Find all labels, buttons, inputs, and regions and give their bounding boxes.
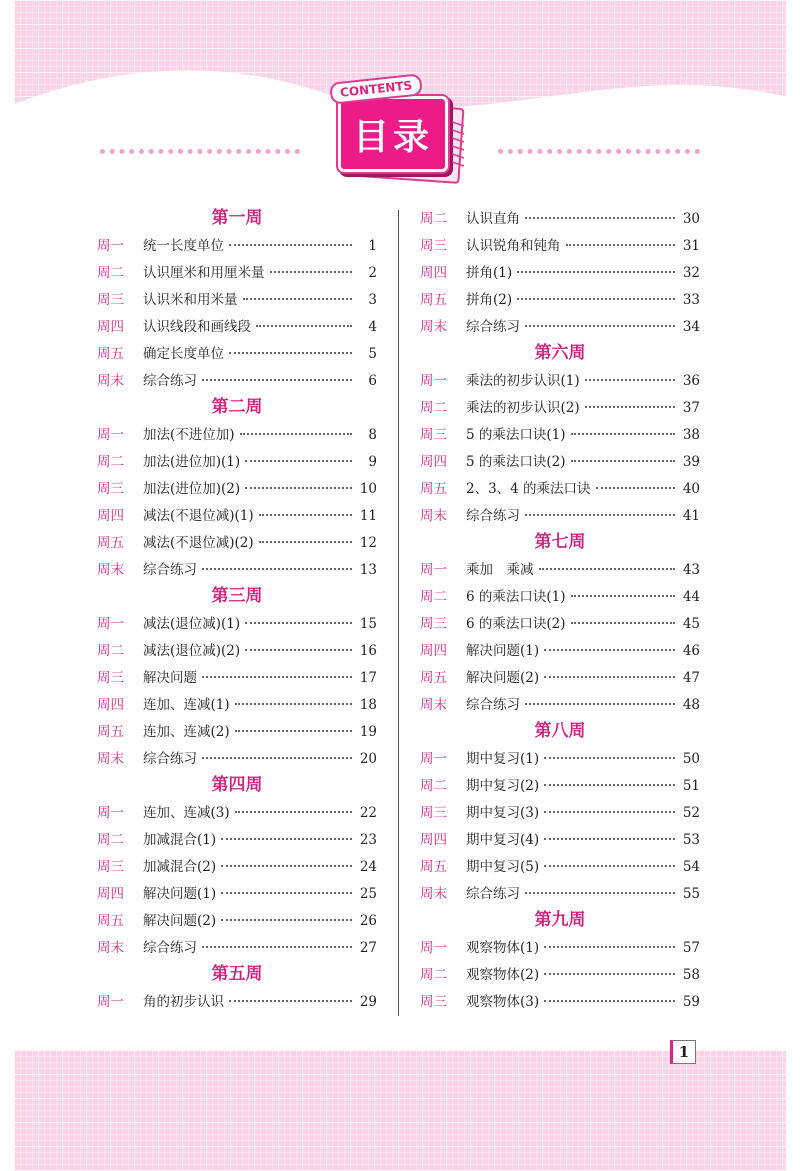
entry-title: 拼角(2) [466,292,513,308]
week-heading: 第六周 [534,343,586,363]
entry-page-number: 51 [682,778,700,794]
page-number: 1 [670,1040,696,1064]
entry-day: 周二 [97,643,124,659]
week-heading: 第九周 [534,910,586,930]
entry-title: 加减混合(2) [143,859,217,875]
entry-dot-leader [202,676,352,678]
entry-day: 周末 [420,886,447,902]
column-divider [398,210,399,1016]
entry-dot-leader [270,271,353,273]
toc-left-column [97,206,377,1016]
entry-title: 期中复习(4) [466,832,540,848]
entry-page-number: 18 [359,697,377,713]
entry-page-number: 38 [682,427,700,443]
toc-entry[interactable] [420,962,700,989]
entry-dot-leader [525,703,675,705]
entry-day: 周末 [97,373,124,389]
entry-title: 确定长度单位 [143,346,224,362]
toc-entry[interactable] [97,368,377,395]
entry-dot-leader [539,568,676,570]
toc-entry[interactable] [97,503,377,530]
entry-dot-leader [544,649,675,651]
entry-page-number: 15 [359,616,377,632]
entry-page-number: 48 [682,697,700,713]
entry-title: 5 的乘法口诀(1) [466,427,566,443]
entry-day: 周五 [420,292,447,308]
toc-entry[interactable] [97,449,377,476]
toc-entry[interactable] [97,314,377,341]
toc-entry[interactable] [97,557,377,584]
week-heading: 第二周 [211,397,263,417]
entry-day: 周末 [420,508,447,524]
entry-title: 解决问题(2) [466,670,540,686]
entry-title: 综合练习 [143,940,197,956]
entry-day: 周三 [420,238,447,254]
entry-day: 周四 [97,508,124,524]
entry-page-number: 9 [368,454,377,470]
entry-dot-leader [259,541,352,543]
entry-dot-leader [544,946,675,948]
entry-page-number: 3 [368,292,377,308]
entry-title: 期中复习(5) [466,859,540,875]
entry-dot-leader [544,676,675,678]
entry-dot-leader [571,433,675,435]
entry-title: 6 的乘法口诀(1) [466,589,566,605]
entry-dot-leader [544,1000,675,1002]
entry-dot-leader [544,784,675,786]
entry-day: 周五 [97,346,124,362]
entry-title: 拼角(1) [466,265,513,281]
entry-day: 周一 [420,751,447,767]
entry-title: 期中复习(2) [466,778,540,794]
entry-day: 周二 [97,265,124,281]
toc-entry[interactable] [420,206,700,233]
entry-day: 周四 [420,454,447,470]
entry-page-number: 16 [359,643,377,659]
entry-day: 周二 [420,967,447,983]
entry-page-number: 54 [682,859,700,875]
entry-day: 周三 [420,616,447,632]
entry-page-number: 13 [359,562,377,578]
entry-dot-leader [525,217,675,219]
entry-dot-leader [202,568,352,570]
toc-entry[interactable] [420,692,700,719]
left-dotted-rule [100,149,300,160]
entry-page-number: 47 [682,670,700,686]
entry-page-number: 44 [682,589,700,605]
entry-page-number: 41 [682,508,700,524]
entry-title: 减法(退位减)(1) [143,616,241,632]
entry-dot-leader [571,622,675,624]
toc-entry[interactable] [97,719,377,746]
entry-title: 减法(退位减)(2) [143,643,241,659]
toc-entry[interactable] [420,611,700,638]
entry-page-number: 24 [359,859,377,875]
entry-day: 周五 [420,670,447,686]
toc-entry[interactable] [420,638,700,665]
entry-day: 周三 [97,859,124,875]
entry-dot-leader [229,244,352,246]
entry-page-number: 27 [359,940,377,956]
entry-dot-leader [235,703,352,705]
entry-day: 周末 [97,751,124,767]
entry-day: 周四 [420,643,447,659]
toc-entry[interactable] [420,368,700,395]
toc-entry[interactable] [97,800,377,827]
entry-page-number: 43 [682,562,700,578]
entry-day: 周二 [97,454,124,470]
entry-page-number: 25 [359,886,377,902]
entry-dot-leader [596,487,675,489]
entry-dot-leader [221,919,352,921]
toc-entry[interactable] [97,476,377,503]
entry-day: 周三 [97,292,124,308]
entry-day: 周三 [97,670,124,686]
toc-entry[interactable] [420,827,700,854]
entry-dot-leader [544,757,675,759]
entry-title: 观察物体(1) [466,940,540,956]
entry-page-number: 39 [682,454,700,470]
entry-day: 周五 [97,913,124,929]
toc-entry[interactable] [97,611,377,638]
entry-dot-leader [566,244,676,246]
toc-entry[interactable] [97,989,377,1016]
entry-dot-leader [525,514,675,516]
entry-dot-leader [544,973,675,975]
entry-page-number: 8 [368,427,377,443]
toc-entry[interactable] [420,287,700,314]
toc-entry[interactable] [420,260,700,287]
toc-right-column [420,206,700,1016]
entry-dot-leader [571,460,675,462]
entry-dot-leader [221,892,352,894]
entry-page-number: 50 [682,751,700,767]
entry-day: 周四 [97,886,124,902]
entry-title: 综合练习 [143,751,197,767]
entry-page-number: 29 [359,994,377,1010]
entry-page-number: 1 [368,238,377,254]
toc-entry[interactable] [97,530,377,557]
toc-entry[interactable] [97,935,377,962]
entry-dot-leader [221,838,352,840]
entry-dot-leader [571,595,675,597]
week-heading: 第四周 [211,775,263,795]
toc-entry[interactable] [420,503,700,530]
entry-day: 周末 [420,319,447,335]
toc-entry[interactable] [97,881,377,908]
toc-entry[interactable] [420,233,700,260]
entry-title: 连加、连减(2) [143,724,230,740]
toc-entry[interactable] [420,665,700,692]
entry-title: 连加、连减(1) [143,697,230,713]
entry-page-number: 55 [682,886,700,902]
toc-entry[interactable] [97,287,377,314]
entry-page-number: 10 [359,481,377,497]
entry-page-number: 6 [368,373,377,389]
toc-entry[interactable] [97,746,377,773]
entry-day: 周三 [420,994,447,1010]
week-heading: 第七周 [534,532,586,552]
toc-entry[interactable] [420,746,700,773]
entry-page-number: 45 [682,616,700,632]
toc-entry[interactable] [420,584,700,611]
entry-page-number: 37 [682,400,700,416]
week-heading: 第五周 [211,964,263,984]
entry-day: 周一 [97,616,124,632]
entry-page-number: 59 [682,994,700,1010]
entry-day: 周二 [420,778,447,794]
entry-page-number: 17 [359,670,377,686]
entry-day: 周一 [97,427,124,443]
entry-title: 观察物体(2) [466,967,540,983]
entry-page-number: 58 [682,967,700,983]
entry-title: 认识米和用米量 [143,292,238,308]
week-heading: 第八周 [534,721,586,741]
toc-entry[interactable] [97,854,377,881]
entry-day: 周五 [420,859,447,875]
entry-page-number: 19 [359,724,377,740]
entry-title: 观察物体(3) [466,994,540,1010]
entry-page-number: 30 [682,211,700,227]
entry-dot-leader [243,298,353,300]
entry-page-number: 12 [359,535,377,551]
entry-title: 综合练习 [466,508,520,524]
entry-page-number: 20 [359,751,377,767]
entry-page-number: 34 [682,319,700,335]
entry-day: 周二 [420,211,447,227]
entry-title: 综合练习 [466,319,520,335]
entry-day: 周三 [420,805,447,821]
entry-day: 周五 [97,724,124,740]
toc-entry[interactable] [420,449,700,476]
toc-entry[interactable] [97,665,377,692]
toc-entry[interactable] [97,692,377,719]
entry-day: 周三 [97,481,124,497]
entry-title: 综合练习 [466,697,520,713]
toc-entry[interactable] [97,908,377,935]
entry-title: 加法(进位加)(1) [143,454,241,470]
entry-day: 周一 [420,373,447,389]
entry-dot-leader [202,757,352,759]
toc-entry[interactable] [420,881,700,908]
entry-title: 乘加 乘减 [466,562,534,578]
entry-dot-leader [259,514,352,516]
toc-entry[interactable] [420,800,700,827]
entry-dot-leader [517,271,675,273]
entry-page-number: 23 [359,832,377,848]
toc-entry[interactable] [420,476,700,503]
entry-dot-leader [202,946,352,948]
entry-title: 减法(不退位减)(1) [143,508,254,524]
toc-entry[interactable] [97,638,377,665]
entry-page-number: 31 [682,238,700,254]
toc-entry[interactable] [420,773,700,800]
entry-page-number: 11 [359,508,377,524]
right-dotted-rule [498,149,700,160]
entry-day: 周二 [420,400,447,416]
entry-page-number: 2 [368,265,377,281]
entry-day: 周二 [97,832,124,848]
entry-day: 周三 [420,427,447,443]
entry-day: 周四 [420,265,447,281]
entry-page-number: 26 [359,913,377,929]
entry-title: 2、3、4 的乘法口诀 [466,481,591,497]
entry-title: 期中复习(3) [466,805,540,821]
entry-title: 加法(进位加)(2) [143,481,241,497]
entry-title: 加减混合(1) [143,832,217,848]
entry-page-number: 52 [682,805,700,821]
week-heading: 第一周 [211,208,263,228]
entry-title: 角的初步认识 [143,994,224,1010]
entry-page-number: 5 [368,346,377,362]
entry-day: 周四 [97,697,124,713]
entry-title: 认识线段和画线段 [143,319,251,335]
entry-dot-leader [544,838,675,840]
bottom-grid-band [14,1050,786,1171]
entry-page-number: 22 [359,805,377,821]
entry-dot-leader [585,406,675,408]
entry-title: 5 的乘法口诀(2) [466,454,566,470]
toc-entry[interactable] [97,233,377,260]
entry-dot-leader [544,865,675,867]
entry-title: 认识厘米和用厘米量 [143,265,265,281]
toc-entry[interactable] [420,314,700,341]
entry-dot-leader [221,865,352,867]
entry-dot-leader [585,379,675,381]
entry-day: 周五 [420,481,447,497]
entry-page-number: 36 [682,373,700,389]
entry-dot-leader [544,811,675,813]
entry-page-number: 4 [368,319,377,335]
contents-label: CONTENTS [329,73,423,105]
toc-entry[interactable] [420,395,700,422]
entry-dot-leader [256,325,352,327]
entry-dot-leader [245,460,352,462]
entry-day: 周一 [420,562,447,578]
entry-day: 周一 [97,994,124,1010]
toc-entry[interactable] [420,557,700,584]
entry-title: 6 的乘法口诀(2) [466,616,566,632]
entry-title: 乘法的初步认识(1) [466,373,580,389]
entry-dot-leader [202,379,352,381]
entry-title: 解决问题(1) [143,886,217,902]
entry-dot-leader [245,622,352,624]
page-title: 目录 [338,96,448,172]
toc-entry[interactable] [97,341,377,368]
entry-title: 综合练习 [143,562,197,578]
entry-day: 周末 [97,940,124,956]
entry-dot-leader [245,649,352,651]
entry-day: 周一 [97,805,124,821]
entry-day: 周末 [420,697,447,713]
entry-dot-leader [235,811,352,813]
entry-title: 认识直角 [466,211,520,227]
entry-day: 周末 [97,562,124,578]
toc-entry[interactable] [420,422,700,449]
entry-title: 加法(不进位加) [143,427,235,443]
contents-title-block [330,78,470,188]
entry-title: 综合练习 [143,373,197,389]
toc-entry[interactable] [97,827,377,854]
entry-day: 周五 [97,535,124,551]
entry-day: 周四 [97,319,124,335]
entry-day: 周一 [97,238,124,254]
entry-title: 解决问题(2) [143,913,217,929]
entry-dot-leader [229,1000,352,1002]
entry-dot-leader [517,298,675,300]
entry-title: 统一长度单位 [143,238,224,254]
toc-entry[interactable] [97,260,377,287]
entry-title: 认识锐角和钝角 [466,238,561,254]
entry-page-number: 40 [682,481,700,497]
entry-title: 期中复习(1) [466,751,540,767]
entry-page-number: 53 [682,832,700,848]
entry-dot-leader [245,487,352,489]
entry-page-number: 33 [682,292,700,308]
entry-dot-leader [235,730,352,732]
week-heading: 第三周 [211,586,263,606]
book-pages-icon [450,118,468,174]
entry-dot-leader [525,325,675,327]
entry-page-number: 32 [682,265,700,281]
entry-page-number: 57 [682,940,700,956]
entry-title: 综合练习 [466,886,520,902]
toc-entry[interactable] [97,422,377,449]
entry-dot-leader [240,433,352,435]
entry-day: 周一 [420,940,447,956]
toc-entry[interactable] [420,989,700,1016]
entry-day: 周二 [420,589,447,605]
entry-title: 连加、连减(3) [143,805,230,821]
entry-title: 解决问题 [143,670,197,686]
toc-entry[interactable] [420,854,700,881]
toc-entry[interactable] [420,935,700,962]
entry-title: 解决问题(1) [466,643,540,659]
entry-dot-leader [525,892,675,894]
entry-page-number: 46 [682,643,700,659]
entry-title: 减法(不退位减)(2) [143,535,254,551]
entry-title: 乘法的初步认识(2) [466,400,580,416]
entry-dot-leader [229,352,352,354]
entry-day: 周四 [420,832,447,848]
